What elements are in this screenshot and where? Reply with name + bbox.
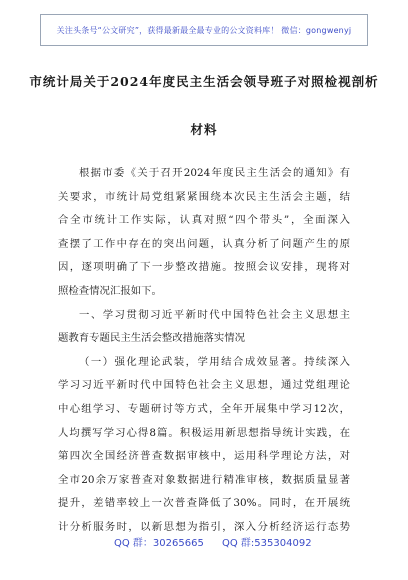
body-line: 学习习近平新时代中国特色社会主义思想，通过党组理论	[58, 379, 350, 392]
banner-text: 关注头条号“公文研究”，获得最新最全最专业的公文资料库！ 微信：gongwenyj	[56, 25, 352, 35]
body-line: 照检查情况汇报如下。	[58, 284, 162, 297]
body-line: 因，逐项明确了下一步整改措施。按照会议安排，现将对	[58, 261, 350, 274]
section-heading-line: 一、学习贯彻习近平新时代中国特色社会主义思想主	[79, 308, 350, 321]
section-heading-line: 题教育专题民主生活会整改措施落实情况	[58, 332, 246, 345]
body-line: 全市20余万家普查对象数据进行精准审核，数据质量显著	[58, 473, 350, 486]
body-line: 查摆了工作中存在的突出问题，认真分析了问题产生的原	[58, 237, 350, 250]
qq-group-left: QQ 群：30265665	[114, 538, 204, 549]
document-title-continued: 材料	[190, 122, 218, 137]
qq-group-right: QQ 群:535304092	[222, 538, 312, 549]
body-line: 第四次全国经济普查数据审核中，运用科学理论方法，对	[58, 450, 350, 463]
body-line: 人均撰写学习心得8篇。积极运用新思想指导统计实践，在	[58, 426, 350, 439]
body-line: 关要求，市统计局党组紧紧围绕本次民主生活会主题，结	[58, 190, 350, 203]
body-line: 提升，差错率较上一次普查降低了30%。同时，在开展统	[58, 497, 350, 510]
document-title: 市统计局关于2024年度民主生活会领导班子对照检视剖析	[29, 74, 379, 89]
body-line: 合全市统计工作实际，认真对照“四个带头”，全面深入	[58, 214, 350, 227]
body-line: （一）强化理论武装，学用结合成效显著。持续深入	[79, 355, 350, 368]
body-line: 根据市委《关于召开2024年度民主生活会的通知》有	[79, 167, 350, 179]
header-banner	[40, 14, 368, 46]
body-line: 计分析服务时，以新思想为指引，深入分析经济运行态势	[58, 520, 350, 533]
footer	[0, 534, 408, 550]
document-body	[58, 162, 350, 540]
body-line: 中心组学习、专题研讨等方式，全年开展集中学习12次，	[58, 402, 350, 415]
